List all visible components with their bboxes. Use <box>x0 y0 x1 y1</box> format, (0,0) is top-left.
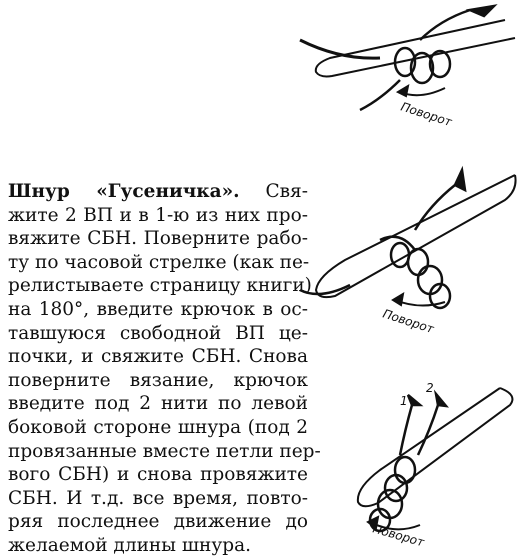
instruction-line: введите под 2 нити по левой <box>8 393 308 415</box>
instruction-text <box>8 180 321 558</box>
instruction-line: вяжите СБН. Поверните рабо- <box>8 228 308 250</box>
instruction-line: Шнур «Гусеничка». Свя- <box>8 181 308 202</box>
instruction-line: релистываете страницу книги) <box>8 275 312 297</box>
instruction-line: тавшуюся свободной ВП це- <box>8 322 308 344</box>
instruction-line: вого СБН) и снова провяжите <box>8 464 308 486</box>
yarn-loops-3 <box>370 394 446 531</box>
step-number-2: 2 <box>426 381 434 395</box>
step-number-1: 1 <box>400 394 408 408</box>
crochet-hook-3 <box>358 388 513 506</box>
instruction-line: поверните вязание, крючок <box>8 369 308 391</box>
turn-label-3: Поворот <box>371 521 426 550</box>
instruction-line: провязанные вместе петли пер- <box>8 440 321 462</box>
instruction-line: почки, и свяжите СБН. Снова <box>8 346 308 368</box>
turn-label-2: Поворот <box>381 306 436 337</box>
instruction-line: ряя последнее движение до <box>8 511 308 533</box>
instruction-line: ту по часовой стрелке (как пе- <box>8 251 310 273</box>
instruction-line: желаемой длины шнура. <box>8 534 252 556</box>
instruction-line: боковой стороне шнура (под 2 <box>8 416 308 438</box>
instruction-line: на 180°, введите крючок в ос- <box>8 298 308 320</box>
turn-label-1: Поворот <box>399 99 454 130</box>
instruction-line: СБН. И т.д. все время, повто- <box>8 487 308 509</box>
instruction-line: жите 2 ВП и в 1-ю из них про- <box>8 204 308 226</box>
instruction-title: Шнур «Гусеничка». <box>8 181 240 202</box>
